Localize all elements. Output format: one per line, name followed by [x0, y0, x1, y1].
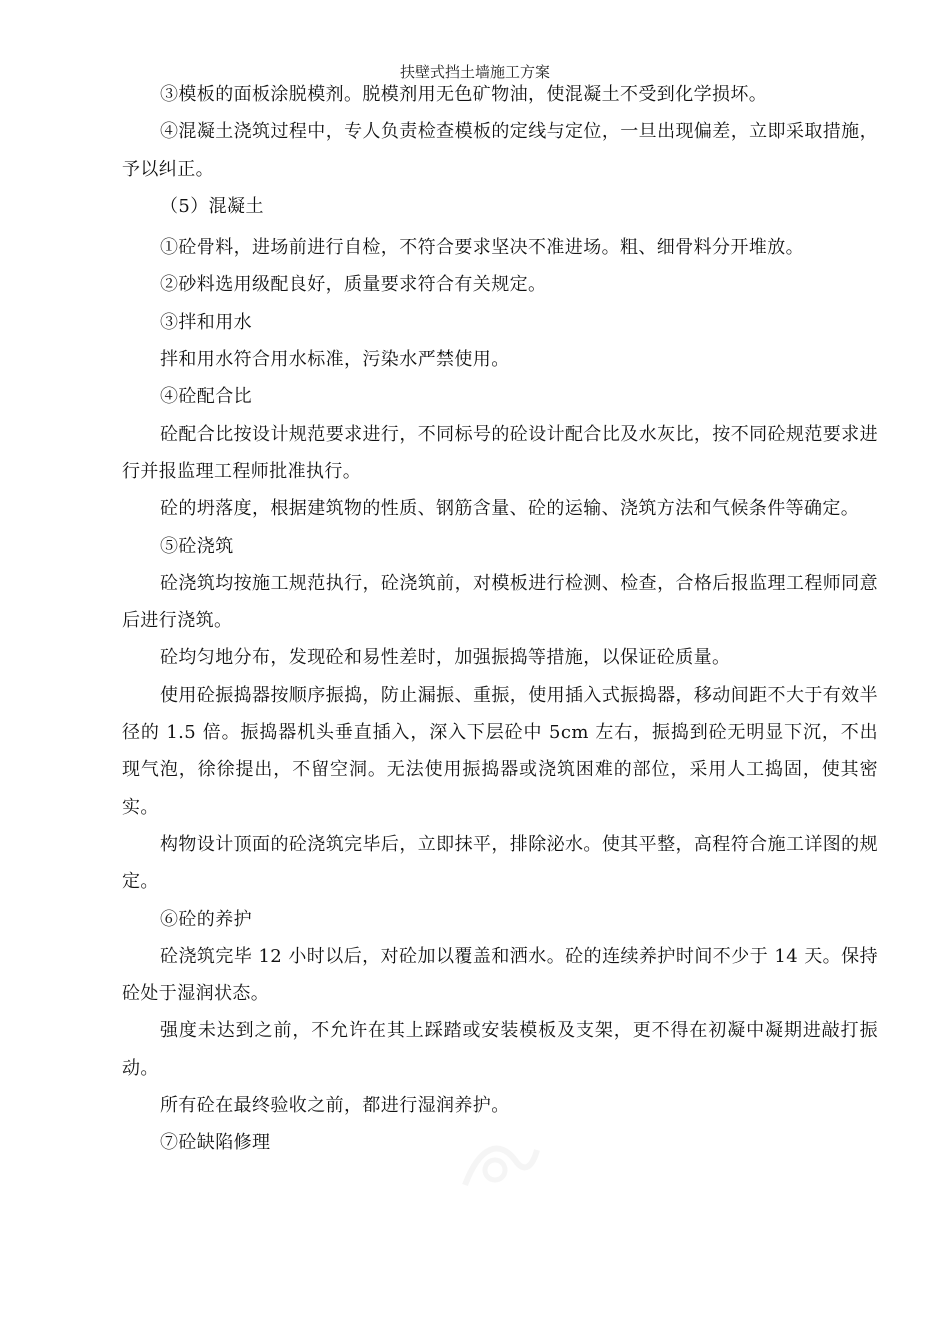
page-header-title: 扶壁式挡土墙施工方案	[399, 63, 550, 81]
subheading-pouring: ⑤砼浇筑	[160, 535, 234, 557]
paragraph-sand: ②砂料选用级配良好，质量要求符合有关规定。	[160, 274, 547, 296]
paragraph-top-surface: 构物设计顶面的砼浇筑完毕后，立即抹平，排除泌水。使其平整，高程符合施工详图的规定。	[122, 833, 878, 893]
paragraph-final-curing: 所有砼在最终验收之前，都进行湿润养护。	[160, 1095, 510, 1117]
section-heading-concrete: （5）混凝土	[160, 195, 264, 217]
paragraph-curing-time: 砼浇筑完毕 12 小时以后，对砼加以覆盖和洒水。砼的连续养护时间不少于 14 天。保持砼处于湿润状态。	[122, 945, 878, 1005]
subheading-curing: ⑥砼的养护	[160, 908, 252, 930]
paragraph-mixing-water: 拌和用水符合用水标准，污染水严禁使用。	[160, 349, 510, 371]
paragraph-aggregate: ①砼骨料，进场前进行自检，不符合要求坚决不准进场。粗、细骨料分开堆放。	[160, 237, 804, 259]
paragraph-formwork-inspection: ④混凝土浇筑过程中，专人负责检查模板的定线与定位，一旦出现偏差，立即采取措施，予以纠正。	[122, 121, 878, 180]
paragraph-vibration: 使用砼振捣器按顺序振捣，防止漏振、重振，使用插入式振捣器，移动间距不大于有效半径的 1.5 倍。振捣器机头垂直插入，深入下层砼中 5cm 左右，振捣到砼无明显下沉，不出现气泡，徐徐提出，不留空洞。无法使用振捣器或浇筑困难的部位，采用人工捣固，使其密实。	[122, 684, 878, 818]
document-body	[122, 76, 878, 1162]
subheading-defect-repair: ⑦砼缺陷修理	[160, 1132, 271, 1154]
paragraph-slump: 砼的坍落度，根据建筑物的性质、钢筋含量、砼的运输、浇筑方法和气候条件等确定。	[160, 498, 860, 520]
watermark-mark	[455, 1125, 545, 1205]
paragraph-formwork-release-agent: ③模板的面板涂脱模剂。脱模剂用无色矿物油，使混凝土不受到化学损坏。	[160, 84, 768, 105]
subheading-mixing-water: ③拌和用水	[160, 311, 252, 333]
paragraph-pouring-spec: 砼浇筑均按施工规范执行，砼浇筑前，对模板进行检测、检查，合格后报监理工程师同意后进行浇筑。	[122, 572, 878, 632]
paragraph-even-distribution: 砼均匀地分布，发现砼和易性差时，加强振捣等措施，以保证砼质量。	[160, 647, 731, 669]
paragraph-mix-ratio: 砼配合比按设计规范要求进行，不同标号的砼设计配合比及水灰比，按不同砼规范要求进行并报监理工程师批准执行。	[122, 423, 878, 482]
paragraph-strength: 强度未达到之前，不允许在其上踩踏或安装模板及支架，更不得在初凝中凝期进敲打振动。	[122, 1020, 878, 1079]
subheading-mix-ratio: ④砼配合比	[160, 386, 252, 408]
